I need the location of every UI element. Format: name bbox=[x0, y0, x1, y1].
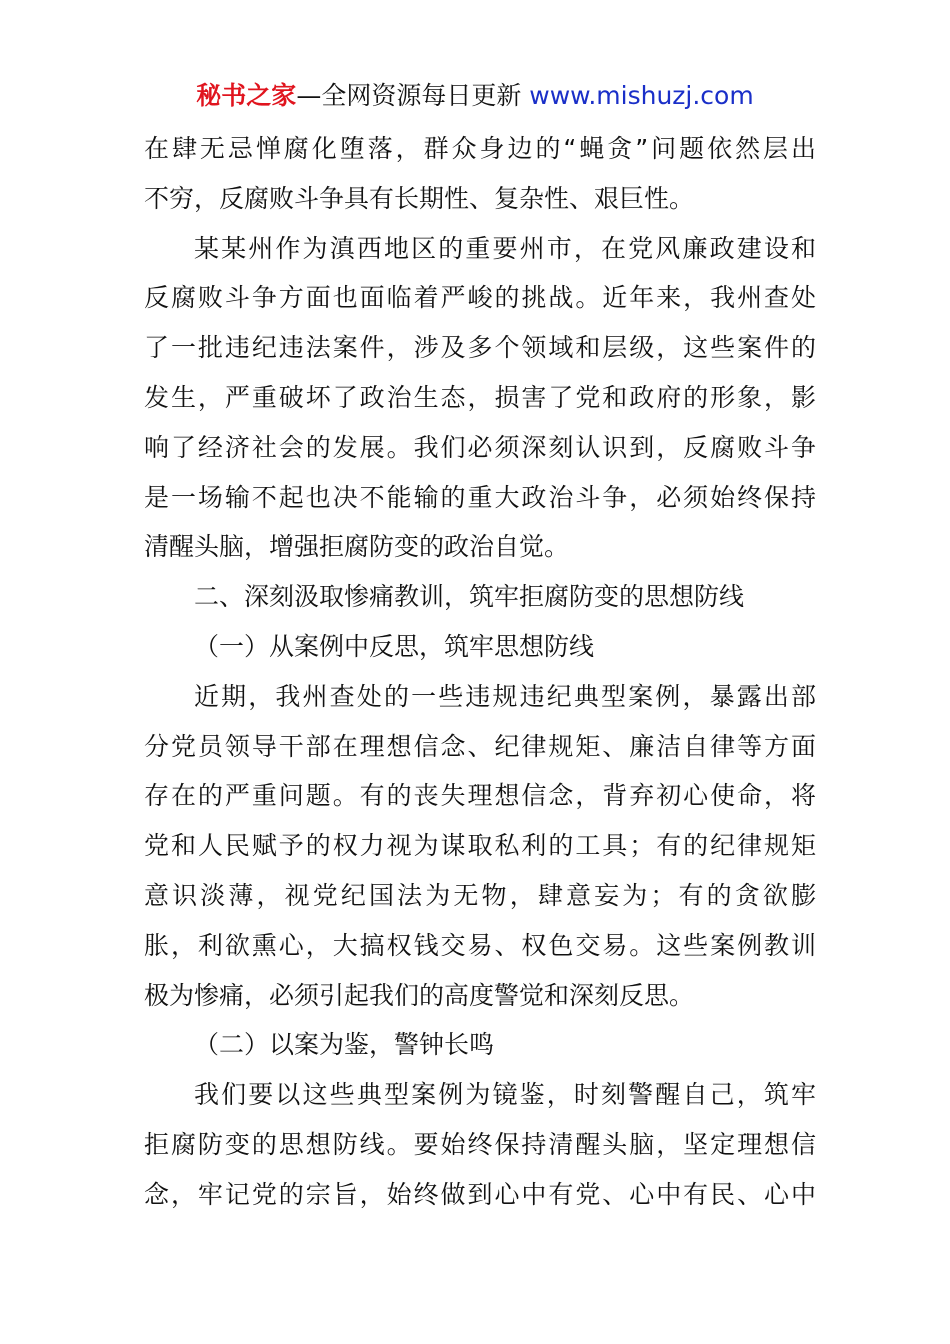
text-line: 是一场输不起也决不能输的重大政治斗争，必须始终保持 bbox=[144, 482, 816, 512]
text-line: 不穷，反腐败斗争具有长期性、复杂性、艰巨性。 bbox=[144, 183, 695, 213]
text-line: 极为惨痛，必须引起我们的高度警觉和深刻反思。 bbox=[144, 980, 695, 1010]
text-line: 了一批违纪违法案件，涉及多个领域和层级，这些案件的 bbox=[144, 333, 816, 363]
text-line: 拒腐防变的思想防线。要始终保持清醒头脑，坚定理想信 bbox=[144, 1129, 816, 1159]
text-line: 发生，严重破坏了政治生态，损害了党和政府的形象，影 bbox=[144, 382, 816, 412]
site-url-link[interactable]: www.mishuzj.com bbox=[529, 81, 754, 110]
subsection-heading: （二）以案为鉴，警钟长鸣 bbox=[194, 1030, 495, 1060]
text-line: 反腐败斗争方面也面临着严峻的挑战。近年来，我州查处 bbox=[144, 283, 816, 313]
page-header bbox=[0, 78, 950, 114]
text-line: 党和人民赋予的权力视为谋取私利的工具；有的纪律规矩 bbox=[144, 831, 816, 861]
section-heading: 二、深刻汲取惨痛教训，筑牢拒腐防变的思想防线 bbox=[194, 582, 745, 612]
paragraph-start-line: 某某州作为滇西地区的重要州市，在党风廉政建设和 bbox=[194, 233, 816, 263]
text-line: 在肆无忌惮腐化堕落，群众身边的“蝇贪”问题依然层出 bbox=[144, 134, 816, 163]
text-line: 分党员领导干部在理想信念、纪律规矩、廉洁自律等方面 bbox=[144, 731, 816, 761]
header-tagline: —全网资源每日更新 bbox=[296, 81, 522, 110]
text-line: 意识淡薄，视党纪国法为无物，肆意妄为；有的贪欲膨 bbox=[144, 880, 816, 910]
brand-name: 秘书之家 bbox=[196, 81, 297, 110]
text-line: 响了经济社会的发展。我们必须深刻认识到，反腐败斗争 bbox=[144, 432, 816, 462]
text-line: 念，牢记党的宗旨，始终做到心中有党、心中有民、心中 bbox=[144, 1179, 816, 1209]
subsection-heading: （一）从案例中反思，筑牢思想防线 bbox=[194, 631, 595, 661]
text-line: 清醒头脑，增强拒腐防变的政治自觉。 bbox=[144, 532, 570, 562]
paragraph-start-line: 我们要以这些典型案例为镜鉴，时刻警醒自己，筑牢 bbox=[194, 1080, 816, 1110]
text-line: 存在的严重问题。有的丧失理想信念，背弃初心使命，将 bbox=[144, 781, 816, 811]
paragraph-start-line: 近期，我州查处的一些违规违纪典型案例，暴露出部 bbox=[194, 681, 816, 711]
document-body bbox=[144, 124, 816, 1220]
text-line: 胀，利欲熏心，大搞权钱交易、权色交易。这些案例教训 bbox=[144, 930, 816, 960]
